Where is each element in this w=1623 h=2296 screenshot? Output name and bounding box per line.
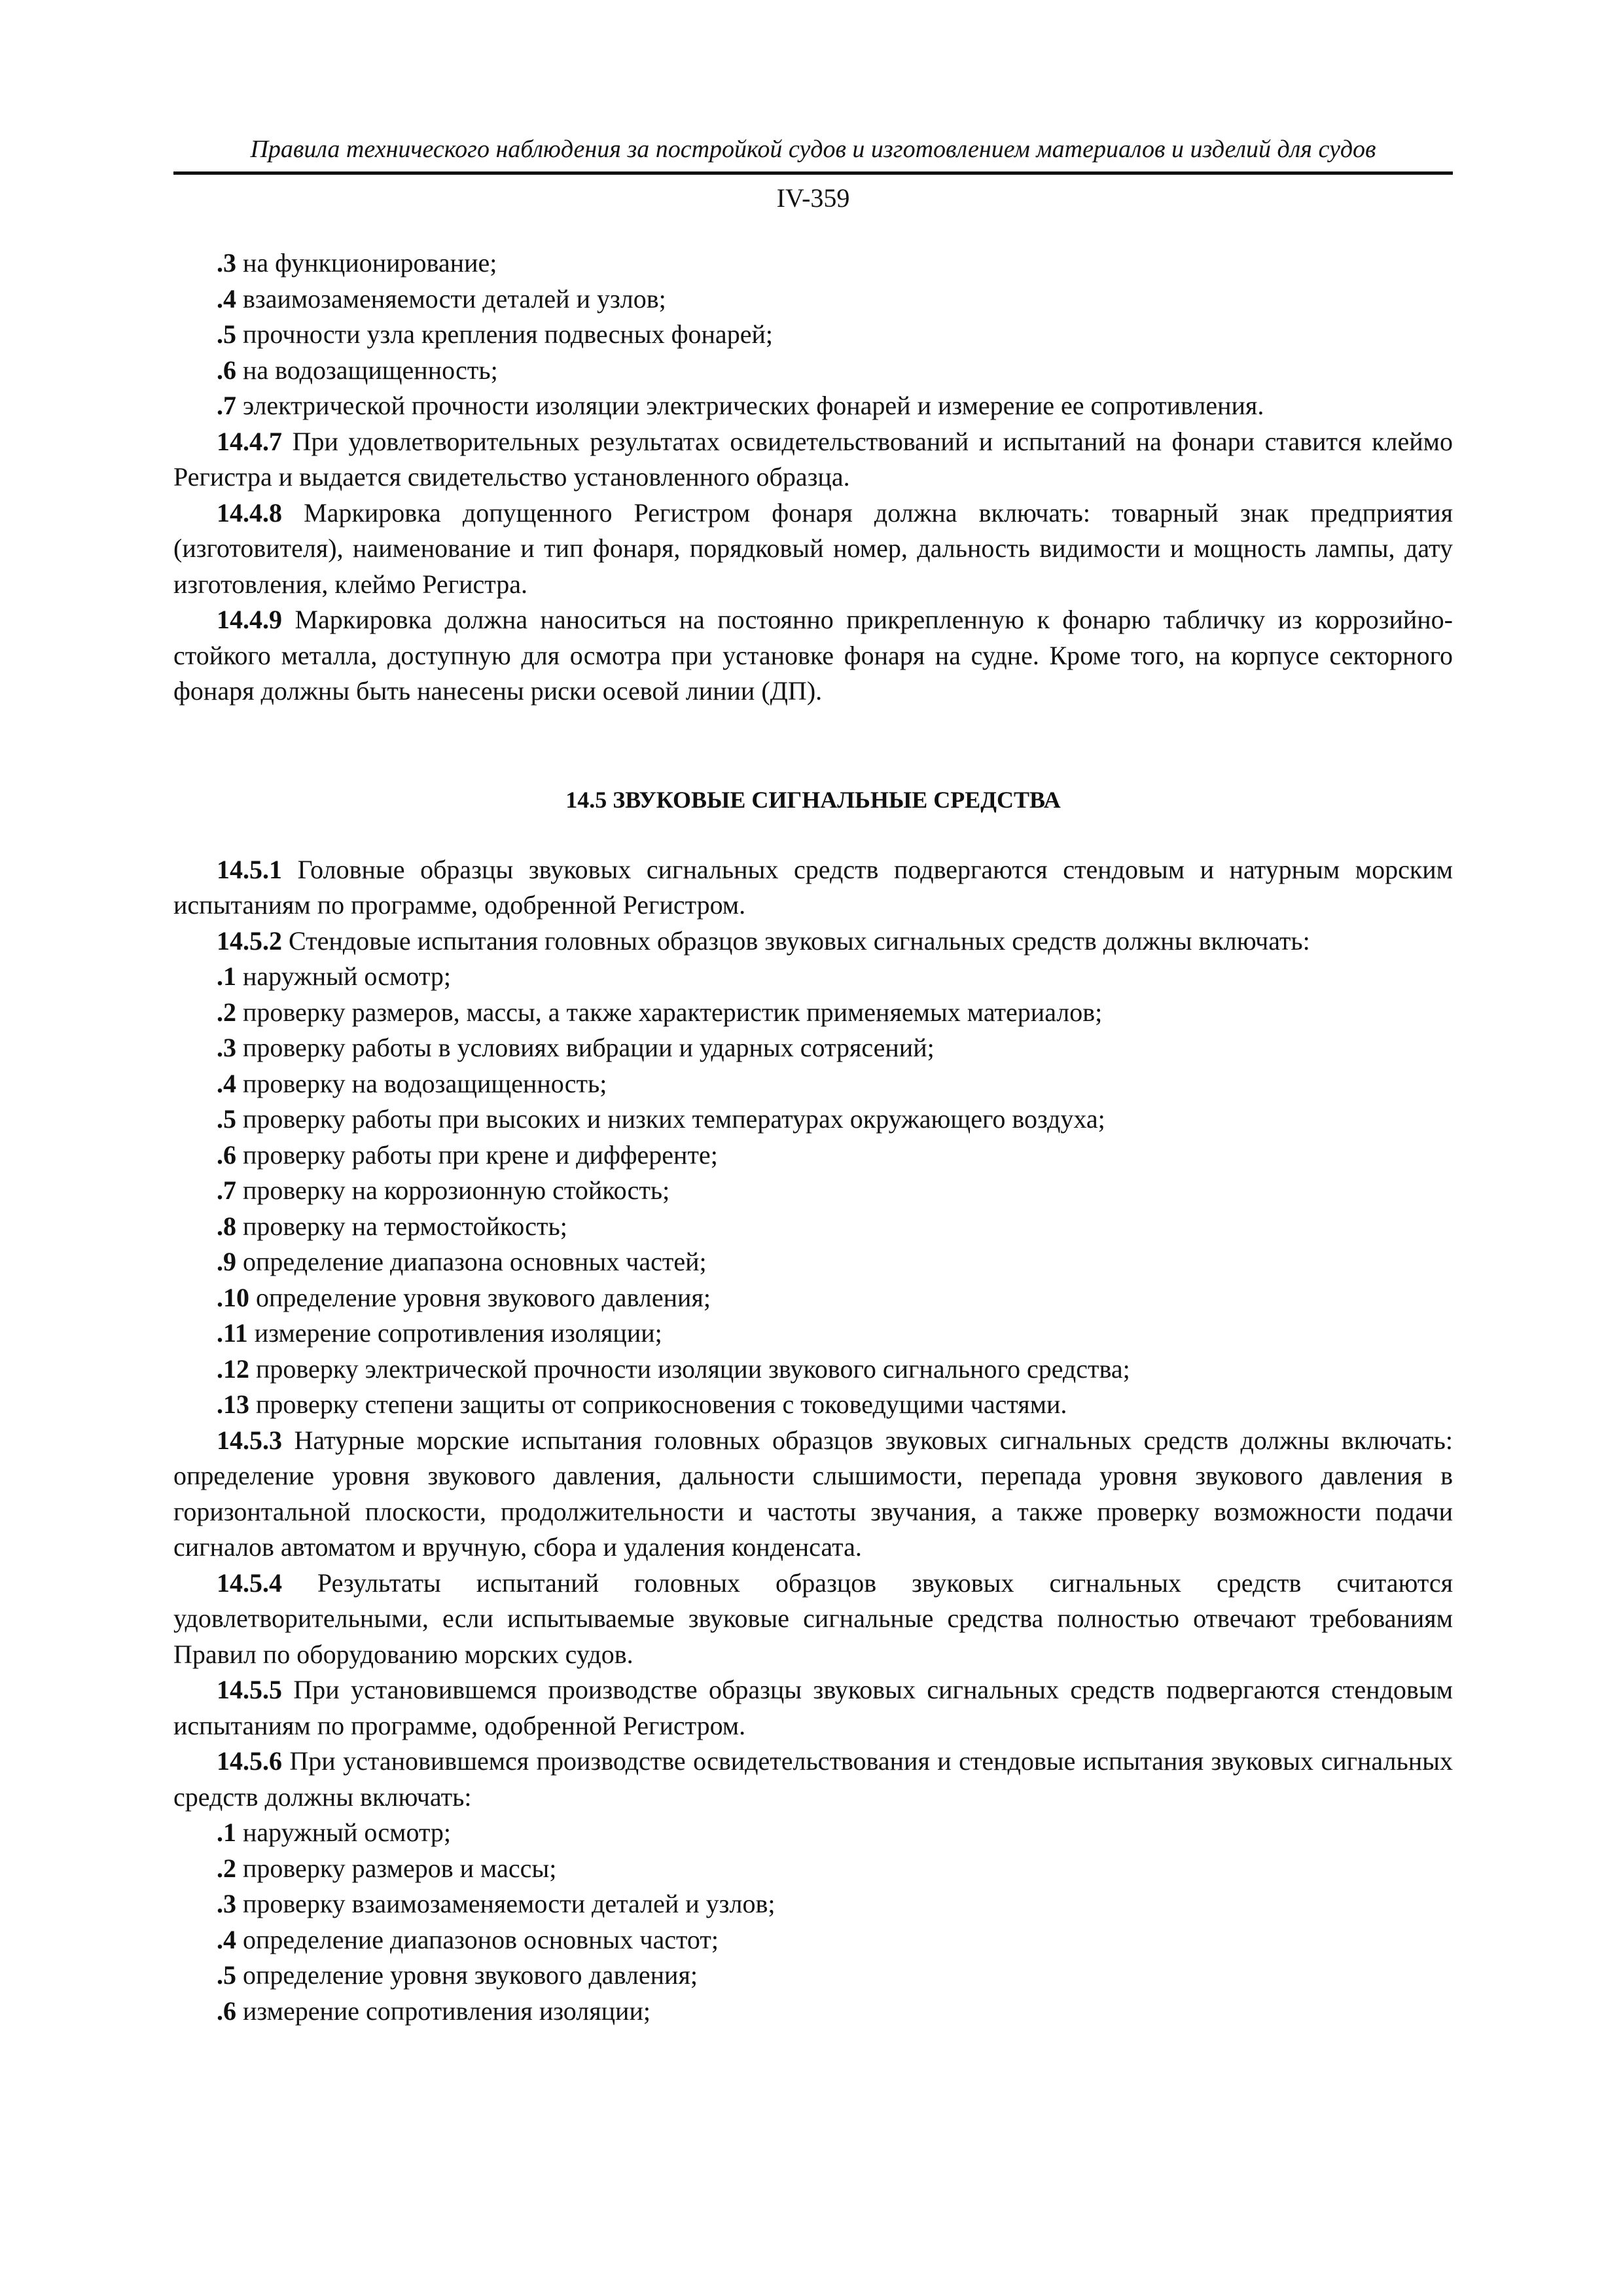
list-item: .12 проверку электрической прочности изоляции звукового сигнального средства; (217, 1354, 1130, 1384)
list-14-5-2 (173, 959, 1453, 1423)
list-item: .7 электрической прочности изоляции электрических фонарей и измерение ее сопротивления. (217, 391, 1264, 420)
list-item: .3 проверку взаимозаменяемости деталей и узлов; (217, 1889, 776, 1918)
list-item: .3 проверку работы в условиях вибрации и ударных сотрясений; (217, 1033, 935, 1062)
paragraph-14-5-6: 14.5.6 При установившемся производстве освидетельствования и стендовые испытания звуковых сигнальных средств должны включать: (173, 1746, 1454, 1812)
document-page (173, 131, 1453, 2029)
paragraph-14-4-9: 14.4.9 Маркировка должна наноситься на постоянно прикрепленную к фонарю табличку из коррозийно-стойкого металла, доступную для осмотра при установке фонаря на судне. Кроме того, на корпусе секторного фонаря должны быть нанесены риски осевой линии (ДП). (173, 605, 1454, 706)
list-item: .6 измерение сопротивления изоляции; (217, 1996, 651, 2026)
list-item: .2 проверку размеров, массы, а также характеристик применяемых материалов; (217, 997, 1103, 1027)
list-item: .4 определение диапазонов основных частот; (217, 1924, 719, 1954)
list-item: .7 проверку на коррозионную стойкость; (217, 1175, 670, 1205)
paragraph-14-5-4: 14.5.4 Результаты испытаний головных образцов звуковых сигнальных средств считаются удовлетворительными, если испытываемые звуковые сигнальные средства полностью отвечают требованиям Правил по оборудованию морских судов. (173, 1568, 1454, 1669)
page-number: IV-359 (776, 183, 850, 213)
list-item: .8 проверку на термостойкость; (217, 1211, 567, 1241)
list-item: .5 проверку работы при высоких и низких температурах окружающего воздуха; (217, 1104, 1105, 1134)
list-item: .11 измерение сопротивления изоляции; (217, 1318, 662, 1348)
list-item: .4 проверку на водозащищенность; (217, 1068, 607, 1098)
list-item: .3 на функционирование; (217, 248, 497, 278)
paragraph-14-5-2: 14.5.2 Стендовые испытания головных образцов звуковых сигнальных средств должны включать: (217, 925, 1310, 956)
list-item: .2 проверку размеров и массы; (217, 1853, 557, 1883)
list-item: .1 наружный осмотр; (217, 961, 452, 991)
list-item: .5 прочности узла крепления подвесных фонарей; (217, 319, 773, 349)
list-item: .6 на водозащищенность; (217, 355, 498, 385)
paragraph-14-5-1: 14.5.1 Головные образцы звуковых сигнальных средств подвергаются стендовым и натурным морским испытаниям по программе, одобренной Регистром. (173, 854, 1454, 920)
top-items-list (173, 245, 1453, 424)
list-item: .1 наружный осмотр; (217, 1818, 452, 1847)
list-item: .10 определение уровня звукового давления; (217, 1282, 711, 1312)
list-item: .6 проверку работы при крене и дифференте; (217, 1139, 718, 1170)
list-item: .5 определение уровня звукового давления; (217, 1960, 698, 1990)
paragraph-14-4-7: 14.4.7 При удовлетворительных результатах освидетельствований и испытаний на фонари ставится клеймо Регистра и выдается свидетельство установленного образца. (173, 426, 1453, 492)
paragraph-14-4-8: 14.4.8 Маркировка допущенного Регистром фонаря должна включать: товарный знак предприятия (изготовителя), наименование и тип фонаря, порядковый номер, дальность видимости и мощность лампы, дату изготовления, клеймо Регистра. (173, 497, 1453, 599)
list-item: .13 проверку степени защиты от соприкосновения с токоведущими частями. (217, 1390, 1067, 1419)
paragraph-14-5-5: 14.5.5 При установившемся производстве образцы звуковых сигнальных средств подвергаются стендовым испытаниям по программе, одобренной Регистром. (173, 1675, 1454, 1740)
section-heading: 14.5 ЗВУКОВЫЕ СИГНАЛЬНЫЕ СРЕДСТВА (565, 786, 1061, 813)
paragraph-14-5-3: 14.5.3 Натурные морские испытания головных образцов звуковых сигнальных средств должны включать: определение уровня звукового давления, дальности слышимости, перепада уровня звукового давления в горизонтальной плоскости, продолжительности и частоты звучания, а также проверку возможности подачи сигналов автоматом и вручную, сбора и удаления конденсата. (173, 1425, 1454, 1562)
running-header: Правила технического наблюдения за постройкой судов и изготовлением материалов и изделий для судов (173, 131, 1453, 175)
list-item: .9 определение диапазона основных частей; (217, 1247, 707, 1276)
list-14-5-6 (173, 1815, 1453, 2029)
list-item: .4 взаимозаменяемости деталей и узлов; (217, 283, 666, 314)
